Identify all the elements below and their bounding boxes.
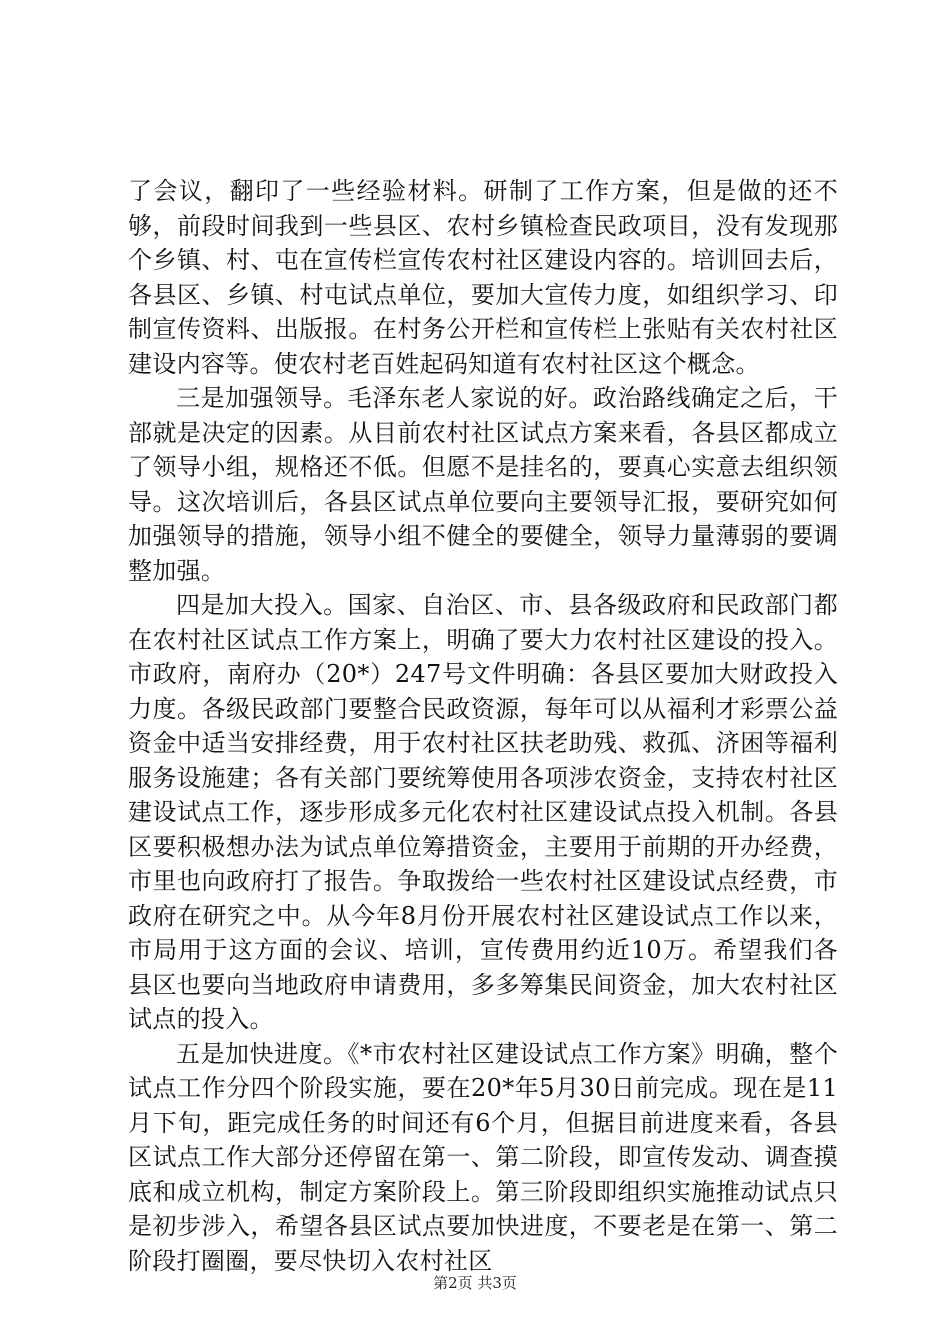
paragraph-speed-up-progress: 五是加快进度。《*市农村社区建设试点工作方案》明确，整个试点工作分四个阶段实施，要在20*年5月30日前完成。现在是11月下旬，距完成任务的时间还有6个月，但据目前进度来看，各县区试点工作大部分还停留在第一、第二阶段，即宣传发动、调查摸底和成立机构，制定方案阶段上。第三阶段即组织实施推动试点只是初步涉入，希望各县区试点要加快进度，不要老是在第一、第二阶段打圈圈，要尽快切入农村社区: [128, 1039, 838, 1275]
paragraph-continuation: 了会议，翻印了一些经验材料。研制了工作方案，但是做的还不够，前段时间我到一些县区、农村乡镇检查民政项目，没有发现那个乡镇、村、屯在宣传栏宣传农村社区建设内容的。培训回去后，各县区、乡镇、村屯试点单位，要加大宣传力度，如组织学习、印制宣传资料、出版报。在村务公开栏和宣传栏上张贴有关农村社区建设内容等。使农村老百姓起码知道有农村社区这个概念。: [128, 177, 838, 378]
paragraph-strengthen-leadership: 三是加强领导。毛泽东老人家说的好。政治路线确定之后，干部就是决定的因素。从目前农村社区试点方案来看，各县区都成立了领导小组，规格还不低。但愿不是挂名的，要真心实意去组织领导。这次培训后，各县区试点单位要向主要领导汇报，要研究如何加强领导的措施，领导小组不健全的要健全，领导力量薄弱的要调整加强。: [128, 384, 838, 585]
document-body: [128, 174, 838, 1278]
paragraph-increase-investment: 四是加大投入。国家、自治区、市、县各级政府和民政部门都在农村社区试点工作方案上，明确了要大力农村社区建设的投入。市政府，南府办（20*）247号文件明确：各县区要加大财政投入力度。各级民政部门要整合民政资源，每年可以从福利才彩票公益资金中适当安排经费，用于农村社区扶老助残、救孤、济困等福利服务设施建；各有关部门要统筹使用各项涉农资金，支持农村社区建设试点工作，逐步形成多元化农村社区建设试点投入机制。各县区要积极想办法为试点单位筹措资金，主要用于前期的开办经费，市里也向政府打了报告。争取拨给一些农村社区建设试点经费，市政府在研究之中。从今年8月份开展农村社区建设试点工作以来，市局用于这方面的会议、培训，宣传费用约近10万。希望我们各县区也要向当地政府申请费用，多多筹集民间资金，加大农村社区试点的投入。: [128, 591, 838, 1033]
page-number-footer: 第2页 共3页: [433, 1274, 517, 1292]
